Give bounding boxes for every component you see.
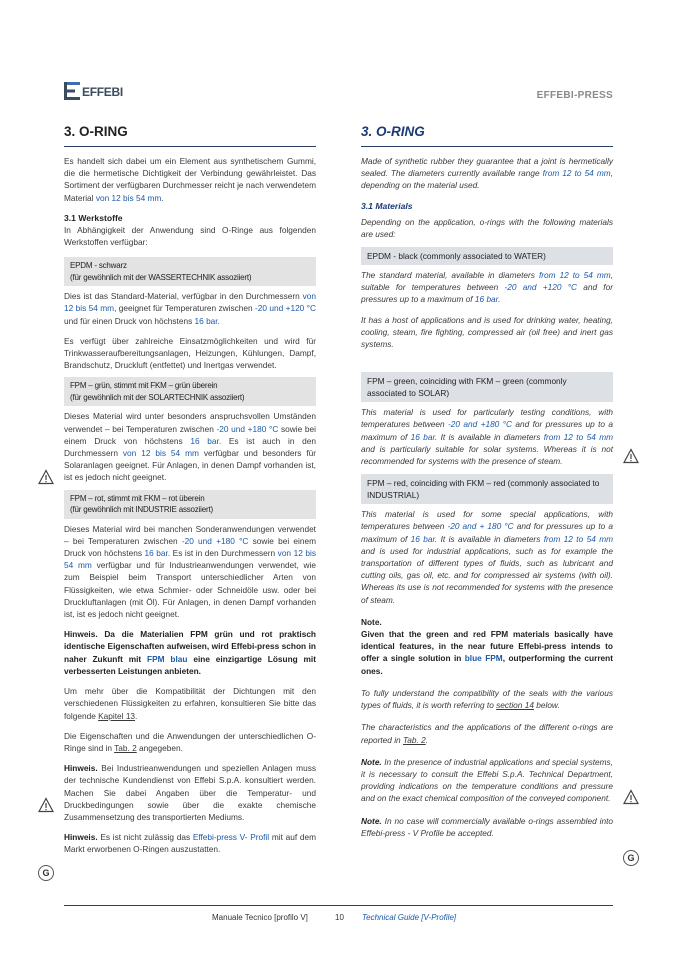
warning-triangle-icon xyxy=(623,789,639,805)
fpm-red-box-en: FPM – red, coinciding with FKM – red (commonly associated to INDUSTRIAL) xyxy=(361,474,613,504)
properties-text-en: The characteristics and the applications of the different o-rings are reported in Tab. 2. xyxy=(361,722,613,745)
hint-fpm-blue-de: Hinweis. Da die Materialien FPM grün und rot praktisch identische Eigenschaften aufweisen, wird Effebi-press schon in naher Zukunft mit FPM blau eine einzigartige Lösung mit verbesserten Leistungen anbieten. xyxy=(64,629,317,676)
epdm-uses-en: It has a host of applications and is used for drinking water, heating, cooling, steam, fire fighting, compressed air (oil free) and inert gas systems. xyxy=(361,314,613,350)
g-marker-icon: G xyxy=(38,865,54,881)
properties-text-de: Die Eigenschaften und die Anwendungen der unterschiedlichen O-Ringe sind in Tab. 2 angegeben. xyxy=(64,730,316,753)
intro-de: Es handelt sich dabei um ein Element aus synthetischem Gummi, die die hermetische Dichtigkeit der Verbindung gewährleistet. Das Sortiment der verfügbaren Durchmesser reicht je nach verwendetem Material von 12 bis 54 mm. xyxy=(64,156,316,203)
warning-triangle-icon xyxy=(38,797,54,813)
hint-industrial-de: Hinweis. Bei Industrieanwendungen und speziellen Anlagen muss der technische Kundendienst von Effebi S.p.A. konsultiert werden. Machen Sie dabei Angaben über die Temperatur- und Druckbedingungen sowie über die exakte chemische Zusammensetzung des transportierten Mediums. xyxy=(64,763,316,822)
g-marker-icon: G xyxy=(623,850,639,866)
epdm-text-en: The standard material, available in diameters from 12 to 54 mm, suitable for temperatures between -20 and +120 °C and for pressures up to a maximum of 16 bar. xyxy=(361,270,613,305)
warning-triangle-icon xyxy=(38,469,54,485)
tab-2-link-de[interactable]: Tab. 2 xyxy=(114,742,137,753)
effebi-logo-icon xyxy=(64,82,80,100)
note-oring-market-en: Note. In no case will commercially available o-rings assembled into Effebi-press - V Profile be accepted. xyxy=(361,815,613,838)
note-industrial-en: Note. In the presence of industrial applications and special systems, it is necessary to consult the Effebi S.p.A. Technical Department, providing indications on the temperature conditions and pressure and on the exact chemical composition of the conveyed component. xyxy=(361,756,613,804)
logo-wordmark: EFFEBI xyxy=(82,85,123,99)
chapter-13-link[interactable]: Kapitel 13 xyxy=(98,710,136,721)
effebi-logo xyxy=(64,82,124,102)
fpm-green-text-de: Dieses Material wird unter besonders anspruchsvollen Umständen verwendet – bei Temperaturen zwischen -20 und +180 °C sowie bei einem Druck von höchstens 16 bar. Es ist auch in den Durchmessern von 12 bis 54 mm verfügbar und besonders für Solaranlagen geeignet. Für Anlagen, in denen Dampf vorhanden ist, ist es jedoch nicht geeignet. xyxy=(64,411,316,483)
materials-text-de: In Abhängigkeit der Anwendung sind O-Ringe aus folgenden Werkstoffen verfügbar: xyxy=(64,224,316,248)
section-title-en: 3. O-RING xyxy=(361,124,613,147)
page-number: 10 xyxy=(335,913,344,922)
intro-en: Made of synthetic rubber they guarantee that a joint is hermetically sealed. The diameters currently available range from 12 to 54 mm, depending on the material used. xyxy=(361,156,613,191)
epdm-box-en: EPDM - black (commonly associated to WATER) xyxy=(361,247,613,265)
section-title-de: 3. O-RING xyxy=(64,124,316,147)
fpm-red-text-en: This material is used for some special applications, with temperatures between -20 and + 180 °C and for pressures up to a maximum of 16 bar. It is available in diameters from 12 to 54 mm and is used for industrial applications, such as for example the transportation of different types of fluids, such as lubricant and cutting oils, gas oil, etc. and for compressed air systems (with oil). Whereas its use is not recommended for systems with the presence of steam. xyxy=(361,509,614,605)
section-14-link[interactable]: section 14 xyxy=(496,700,534,711)
brand-header: EFFEBI-PRESS xyxy=(536,90,613,101)
materials-heading-en: 3.1 Materials xyxy=(361,200,413,211)
footer-divider xyxy=(64,905,613,906)
footer-manual-de: Manuale Tecnico [profilo V] xyxy=(212,913,308,922)
warning-triangle-icon xyxy=(623,448,639,464)
compatibility-text-en: To fully understand the compatibility of the seals with the various types of fluids, it is worth referring to section 14 below. xyxy=(361,687,613,711)
note-fpm-blue-en: Note. Given that the green and red FPM materials basically have identical features, in the near future Effebi-press intends to offer a single solution in blue FPM, outperforming the current ones. xyxy=(361,616,613,676)
compatibility-text-de: Um mehr über die Kompatibilität der Dichtungen mit den verschiedenen Flüssigkeiten zu erfahren, konsultieren Sie bitte das folgende Kapitel 13. xyxy=(64,686,316,721)
hint-oring-market-de: Hinweis. Es ist nicht zulässig das Effebi-press V- Profil mit auf dem Markt erworbenen O-Ringen auszustatten. xyxy=(64,832,316,855)
materials-text-en: Depending on the application, o-rings with the following materials are used: xyxy=(361,216,613,239)
fpm-green-text-en: This material is used for particularly testing conditions, with temperatures between -20 and +180 °C and for pressures up to a maximum of 16 bar. It is available in diameters from 12 to 54 mm and is particularly suitable for solar systems. Whereas it is not recommended for systems with the presence of steam. xyxy=(361,407,614,467)
fpm-red-text-de: Dieses Material wird bei manchen Sonderanwendungen verwendet – bei Temperaturen zwischen -20 und +180 °C sowie bei einem Druck von höchstens 16 bar. Es ist in den Durchmessern von 12 bis 54 mm verfügbar und für Industrieanwendungen verwendet, wie zum Beispiel beim Transport unterschiedlicher Arten von Flüssigkeiten, wie etwa Schmier- oder Schneidöle usw. oder bei Druckluftanlagen (mit Öl). Für Anlagen, in denen Dampf vorhanden ist, ist es jedoch nicht geeignet. xyxy=(64,523,316,620)
english-column xyxy=(361,124,613,839)
german-column xyxy=(64,124,316,856)
epdm-box-de: EPDM - schwarz (für gewöhnlich mit der WASSERTECHNIK assoziiert) xyxy=(64,257,316,286)
fpm-green-box-en: FPM – green, coinciding with FKM – green (commonly associated to SOLAR) xyxy=(361,372,613,402)
footer-manual-en: Technical Guide [V-Profile] xyxy=(362,913,457,922)
tab-2-link-en[interactable]: Tab. 2 xyxy=(402,734,426,745)
fpm-green-box-de: FPM – grün, stimmt mit FKM – grün überein (für gewöhnlich mit der SOLARTECHNIK assoziiert) xyxy=(64,377,316,406)
fpm-red-box-de: FPM – rot, stimmt mit FKM – rot überein (für gewöhnlich mit INDUSTRIE assoziiert) xyxy=(64,490,316,519)
epdm-uses-de: Es verfügt über zahlreiche Einsatzmöglichkeiten und wird für Trinkwasseraufbereitungsanlagen, Heizungen, Kühlungen, Dampf, Brandschutz, Druckluft (entfettet) und Inertgas verwendet. xyxy=(64,335,316,371)
materials-heading-de: 3.1 Werkstoffe xyxy=(64,212,123,223)
epdm-text-de: Dies ist das Standard-Material, verfügbar in den Durchmessern von 12 bis 54 mm, geeignet für Temperaturen zwischen -20 und +120 °C und für einen Druck von höchstens 16 bar. xyxy=(64,291,316,326)
